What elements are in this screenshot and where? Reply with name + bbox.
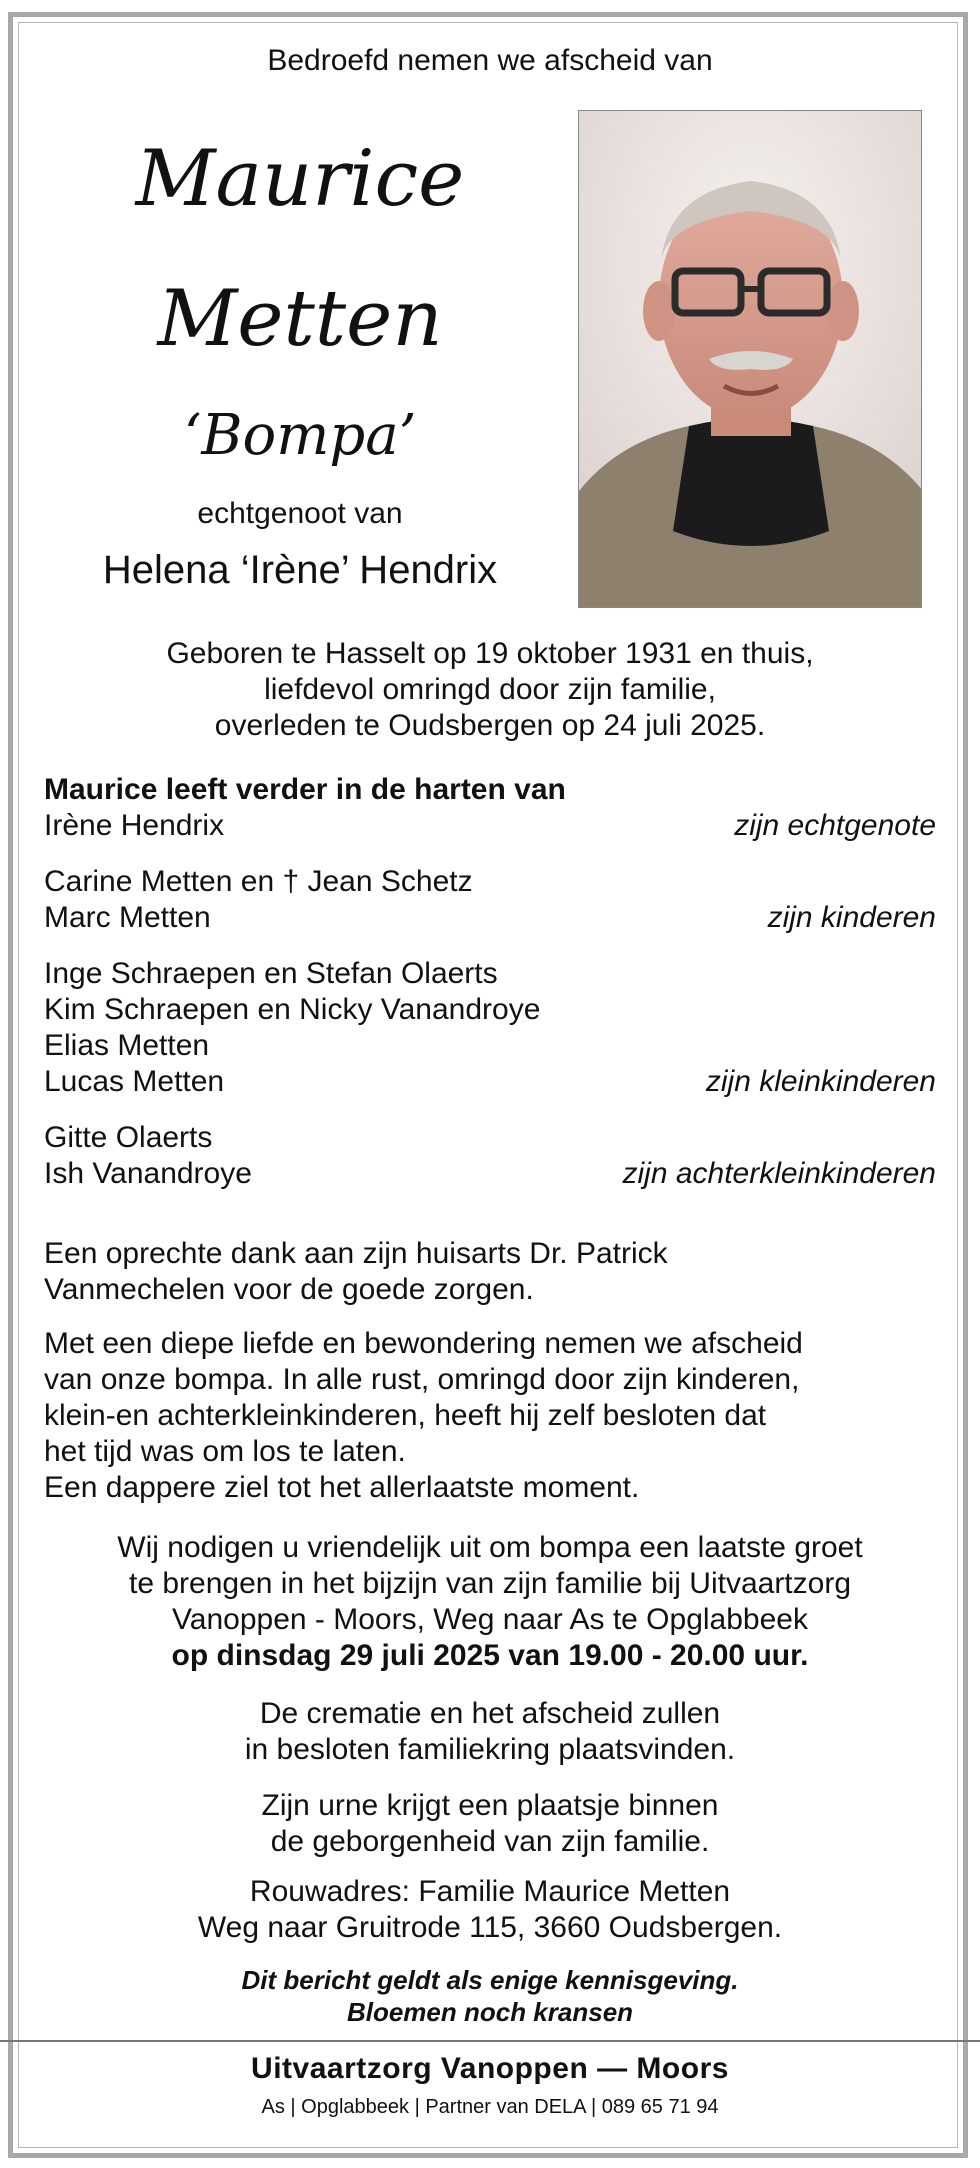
family-name: Carine Metten en † Jean Schetz	[44, 865, 473, 898]
urn-line: Zijn urne krijgt een plaatsje binnen	[261, 1789, 719, 1822]
birth-death-text	[40, 636, 940, 744]
family-group-children	[44, 864, 936, 936]
list-item	[44, 1156, 936, 1192]
list-item	[44, 992, 936, 1028]
cremation-line: De crematie en het afscheid zullen	[259, 1697, 721, 1730]
invitation-line: Wij nodigen u vriendelijk uit om bompa een laatste groet	[117, 1531, 863, 1564]
list-item	[44, 808, 936, 844]
list-item	[44, 1028, 936, 1064]
farewell-line: Met een diepe liefde en bewondering nemen we afscheid	[44, 1327, 803, 1360]
notice-line: Bloemen noch kransen	[346, 1997, 634, 2027]
list-item	[44, 956, 936, 992]
family-group-spouse	[44, 808, 936, 844]
invitation-date: op dinsdag 29 juli 2025 van 19.00 - 20.00 uur.	[171, 1639, 809, 1672]
family-relation: zijn echtgenote	[734, 809, 936, 842]
cremation-line: in besloten familiekring plaatsvinden.	[244, 1733, 736, 1766]
deceased-last-name: Metten	[157, 274, 443, 364]
family-name: Irène Hendrix	[44, 809, 225, 842]
portrait-photo	[578, 110, 922, 608]
thanks-line: Vanmechelen voor de goede zorgen.	[44, 1273, 534, 1306]
birth-death-line: liefdevol omringd door zijn familie,	[264, 673, 716, 706]
intro-line: Bedroefd nemen we afscheid van	[267, 44, 713, 77]
family-heading: Maurice leeft verder in de harten van	[44, 773, 566, 806]
list-item	[44, 1064, 936, 1100]
family-name: Inge Schraepen en Stefan Olaerts	[44, 957, 498, 990]
farewell-line: van onze bompa. In alle rust, omringd door zijn kinderen,	[44, 1363, 800, 1396]
family-name: Lucas Metten	[44, 1065, 225, 1098]
family-name: Gitte Olaerts	[44, 1121, 213, 1154]
farewell-line: het tijd was om los te laten.	[44, 1435, 406, 1468]
thanks-line: Een oprechte dank aan zijn huisarts Dr. Patrick	[44, 1237, 668, 1270]
urn-paragraph	[40, 1788, 940, 1860]
list-item	[44, 900, 936, 936]
portrait-illustration	[579, 111, 922, 608]
invitation-line: Vanoppen - Moors, Weg naar As te Opglabbeek	[172, 1603, 808, 1636]
farewell-paragraph	[44, 1326, 944, 1506]
spouse-label: echtgenoot van	[197, 497, 403, 530]
deceased-nickname: ‘Bompa’	[183, 403, 417, 468]
family-relation: zijn kinderen	[767, 901, 936, 934]
urn-line: de geborgenheid van zijn familie.	[270, 1825, 710, 1858]
family-list	[44, 772, 936, 1212]
mourning-address	[40, 1874, 940, 1946]
farewell-line: Een dappere ziel tot het allerlaatste moment.	[44, 1471, 640, 1504]
birth-death-line: overleden te Oudsbergen op 24 juli 2025.	[214, 709, 766, 742]
family-relation: zijn kleinkinderen	[705, 1065, 936, 1098]
deceased-first-name: Maurice	[135, 134, 465, 224]
farewell-line: klein-en achterkleinkinderen, heeft hij zelf besloten dat	[44, 1399, 767, 1432]
invitation-paragraph	[40, 1530, 940, 1674]
birth-death-line: Geboren te Hasselt op 19 oktober 1931 en thuis,	[166, 637, 814, 670]
notice-text	[40, 1964, 940, 2028]
family-name: Elias Metten	[44, 1029, 210, 1062]
funeral-home-name: Uitvaartzorg Vanoppen — Moors	[251, 2052, 729, 2085]
spouse-name: Helena ‘Irène’ Hendrix	[102, 548, 498, 592]
list-item	[44, 1120, 936, 1156]
family-relation: zijn achterkleinkinderen	[622, 1157, 936, 1190]
thanks-paragraph	[44, 1236, 944, 1308]
cremation-paragraph	[40, 1696, 940, 1768]
family-name: Kim Schraepen en Nicky Vanandroye	[44, 993, 541, 1026]
footer-divider	[0, 2040, 980, 2042]
family-group-great-grandchildren	[44, 1120, 936, 1192]
family-group-grandchildren	[44, 956, 936, 1100]
notice-line: Dit bericht geldt als enige kennisgeving.	[241, 1965, 739, 1995]
funeral-home-contact: As | Opglabbeek | Partner van DELA | 089 65 71 94	[261, 2096, 719, 2118]
family-name: Ish Vanandroye	[44, 1157, 252, 1190]
invitation-line: te brengen in het bijzijn van zijn familie bij Uitvaartzorg	[128, 1567, 852, 1600]
family-name: Marc Metten	[44, 901, 211, 934]
address-line: Weg naar Gruitrode 115, 3660 Oudsbergen.	[197, 1911, 783, 1944]
address-line: Rouwadres: Familie Maurice Metten	[249, 1875, 731, 1908]
list-item	[44, 864, 936, 900]
